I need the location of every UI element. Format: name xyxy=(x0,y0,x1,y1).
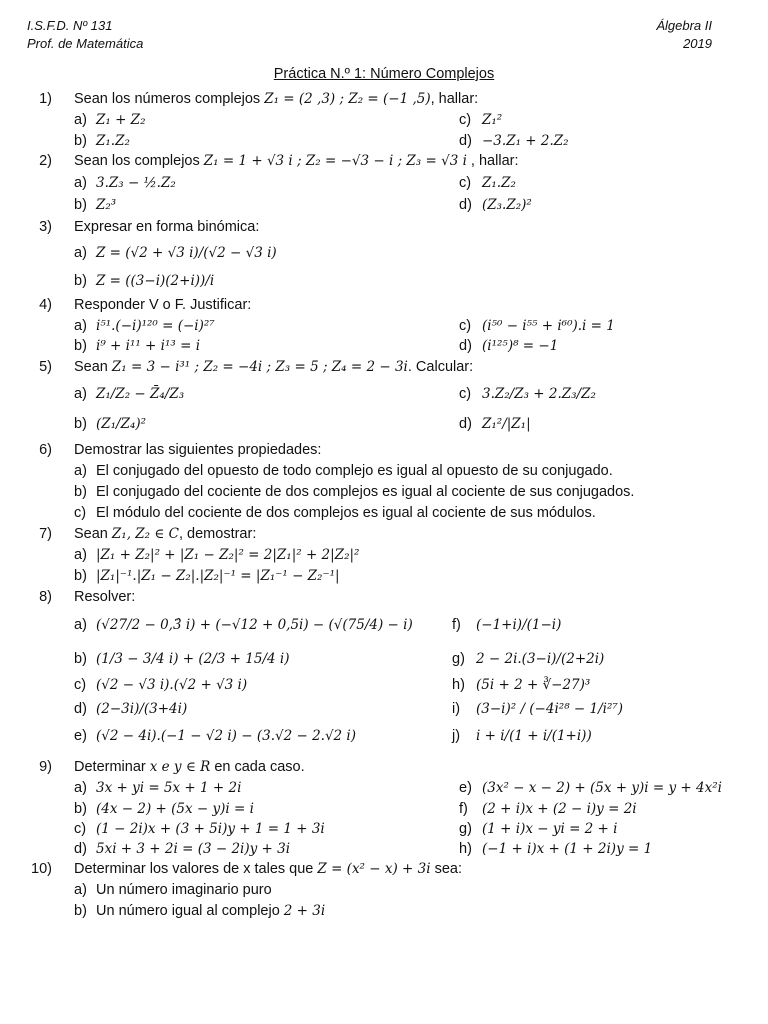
item-label-right: d) xyxy=(459,416,472,432)
item-math-right: (Z₃.Z₂)² xyxy=(482,197,532,213)
item-label-right: h) xyxy=(459,841,472,857)
item-math-right: 2 − 2i.(3−i)/(2+2i) xyxy=(476,651,605,667)
item-math: Z₁ + Z₂ xyxy=(96,112,146,128)
item-label-right: c) xyxy=(459,175,472,191)
item-content xyxy=(96,197,116,213)
statement-math: Z₁ = (2 ,3) ; Z₂ = (−1 ,5) xyxy=(264,91,431,107)
statement-math: Z₁ = 3 − i³¹ ; Z₂ = −4i ; Z₃ = 5 ; Z₄ = 2 − 3i xyxy=(111,359,408,375)
exercise-statement xyxy=(74,91,478,107)
item-math-right: (2 + i)x + (2 − i)y = 2i xyxy=(482,801,637,817)
item-content xyxy=(96,463,613,479)
item-math-right: Z₁²/|Z₁| xyxy=(482,416,531,432)
item-math-right: 3.Z₂/Z₃ + 2.Z₃/Z₂ xyxy=(482,386,596,402)
statement-text: Determinar los valores de x tales que xyxy=(74,861,314,877)
statement-tail: . Calcular: xyxy=(407,359,474,375)
statement-text: Demostrar las siguientes propiedades: xyxy=(74,442,322,458)
exercise-number: 4) xyxy=(39,297,52,313)
item-content-right xyxy=(482,318,615,334)
item-label: a) xyxy=(74,386,87,402)
item-content xyxy=(96,780,241,796)
item-label: c) xyxy=(74,821,87,837)
exercise-number: 8) xyxy=(39,589,52,605)
item-label-right: j) xyxy=(452,728,461,744)
exercise-statement xyxy=(74,359,473,375)
item-content xyxy=(96,505,596,521)
item-content-right xyxy=(476,677,590,693)
item-label: c) xyxy=(74,677,87,693)
exercise-number: 6) xyxy=(39,442,52,458)
item-content xyxy=(96,617,413,633)
exercise-statement xyxy=(74,861,462,877)
statement-math: Z₁ = 1 + √3 i ; Z₂ = −√3 − i ; Z₃ = √3 i xyxy=(203,153,467,169)
item-label: b) xyxy=(74,651,87,667)
item-label: b) xyxy=(74,133,87,149)
item-label: b) xyxy=(74,197,87,213)
exercise-number: 5) xyxy=(39,359,52,375)
item-content xyxy=(96,338,200,354)
item-label: b) xyxy=(74,484,87,500)
item-math: Z₂³ xyxy=(96,197,117,213)
item-math: 2 + 3i xyxy=(283,903,326,919)
item-math-right: i + i/(1 + i/(1+i)) xyxy=(476,728,592,744)
item-label-right: g) xyxy=(459,821,472,837)
item-label: a) xyxy=(74,780,87,796)
item-content xyxy=(96,903,325,919)
item-content xyxy=(96,651,289,667)
item-math: (√2 − 4i).(−1 − √2 i) − (3.√2 − 2.√2 i) xyxy=(96,728,357,744)
exercise-number: 7) xyxy=(39,526,52,542)
item-math: (Z₁/Z₄)² xyxy=(96,416,147,432)
item-label: d) xyxy=(74,701,87,717)
statement-text: Sean los complejos xyxy=(74,153,200,169)
item-text: El módulo del cociente de dos complejos es igual al cociente de sus módulos. xyxy=(96,505,596,521)
item-math: (√2 − √3 i).(√2 + √3 i) xyxy=(96,677,248,693)
statement-text: Expresar en forma binómica: xyxy=(74,219,260,235)
item-content-right xyxy=(482,841,652,857)
exercise-statement xyxy=(74,526,256,542)
item-content-right xyxy=(482,175,516,191)
item-math-right: (i⁵⁰ − i⁵⁵ + i⁶⁰).i = 1 xyxy=(482,318,615,334)
item-content xyxy=(96,821,325,837)
exercise-statement xyxy=(74,442,321,458)
career-label: Prof. de Matemática xyxy=(27,36,144,51)
item-content-right xyxy=(476,651,604,667)
header-left xyxy=(27,17,143,53)
item-label: a) xyxy=(74,617,87,633)
exercise-number: 1) xyxy=(39,91,52,107)
exercise-statement xyxy=(74,297,251,313)
item-label: c) xyxy=(74,505,87,521)
item-math: 5xi + 3 + 2i = (3 − 2i)y + 3i xyxy=(96,841,291,857)
item-label: b) xyxy=(74,801,87,817)
exercise-number: 2) xyxy=(39,153,52,169)
item-content-right xyxy=(476,701,623,717)
exercise-number: 3) xyxy=(39,219,52,235)
statement-text: Sean xyxy=(74,359,108,375)
item-math-right: (3x² − x − 2) + (5x + y)i = y + 4x²i xyxy=(482,780,722,796)
item-label-right: i) xyxy=(452,701,461,717)
item-content xyxy=(96,484,634,500)
item-math: (√27/2 − 0,3̂ i) + (−√12 + 0,5i) − (√(75/4) − i) xyxy=(96,617,413,633)
item-text: El conjugado del opuesto de todo complejo es igual al opuesto de su conjugado. xyxy=(96,463,613,479)
item-math: Z₁/Z₂ − Z̄₄/Z₃ xyxy=(96,386,185,402)
page-title: Práctica N.º 1: Número Complejos xyxy=(273,66,495,82)
item-label-right: d) xyxy=(459,133,472,149)
exercise-statement xyxy=(74,589,135,605)
item-text: Un número imaginario puro xyxy=(96,882,272,898)
item-label-right: c) xyxy=(459,112,472,128)
item-math-right: (3−i)² / (−4i²⁸ − 1/i²⁷) xyxy=(476,701,624,717)
statement-math: x e y ∈ R xyxy=(149,759,211,775)
item-content xyxy=(96,841,290,857)
statement-math: Z₁, Z₂ ∈ C xyxy=(111,526,179,542)
item-content xyxy=(96,416,146,432)
statement-tail: , hallar: xyxy=(466,153,519,169)
item-content xyxy=(96,273,214,289)
item-label: b) xyxy=(74,568,87,584)
exercise-statement xyxy=(74,759,305,775)
exercise-statement xyxy=(74,219,259,235)
item-content xyxy=(96,245,277,261)
item-content-right xyxy=(482,821,617,837)
item-math: |Z₁ + Z₂|² + |Z₁ − Z₂|² = 2|Z₁|² + 2|Z₂|² xyxy=(96,547,360,563)
item-math: (2−3i)/(3+4i) xyxy=(96,701,188,717)
item-math-right: (−1+i)/(1−i) xyxy=(476,617,562,633)
item-content xyxy=(96,133,130,149)
item-math: Z₁.Z₂ xyxy=(96,133,130,149)
item-label-right: e) xyxy=(459,780,472,796)
item-content-right xyxy=(482,780,722,796)
item-content xyxy=(96,728,356,744)
statement-tail: sea: xyxy=(430,861,462,877)
item-label-right: d) xyxy=(459,197,472,213)
item-content xyxy=(96,175,176,191)
item-label: b) xyxy=(74,338,87,354)
item-math: i⁵¹.(−i)¹²⁰ = (−i)²⁷ xyxy=(96,318,215,334)
statement-text: Determinar xyxy=(74,759,146,775)
item-math: (1/3 − 3/4 i) + (2/3 + 15/4 i) xyxy=(96,651,290,667)
item-math-right: (−1 + i)x + (1 + 2i)y = 1 xyxy=(482,841,653,857)
item-content xyxy=(96,112,145,128)
item-content xyxy=(96,801,254,817)
item-math-right: (i¹²⁵)⁸ = −1 xyxy=(482,338,559,354)
statement-tail: en cada caso. xyxy=(210,759,305,775)
year-label: 2019 xyxy=(683,36,712,51)
item-content xyxy=(96,701,187,717)
item-math-right: (5i + 2 + ∛−27)³ xyxy=(476,677,591,693)
item-content-right xyxy=(482,338,558,354)
item-text: Un número igual al complejo xyxy=(96,903,280,919)
item-content-right xyxy=(482,386,596,402)
item-label-right: f) xyxy=(452,617,461,633)
statement-text: Responder V o F. Justificar: xyxy=(74,297,252,313)
item-content-right xyxy=(482,197,532,213)
item-math-right: Z₁² xyxy=(482,112,503,128)
item-content-right xyxy=(482,133,569,149)
item-label-right: c) xyxy=(459,386,472,402)
exercise-number: 10) xyxy=(31,861,52,877)
item-label: e) xyxy=(74,728,87,744)
item-math: Z = (√2 + √3 i)/(√2 − √3 i) xyxy=(96,245,277,261)
item-label: b) xyxy=(74,273,87,289)
statement-text: Resolver: xyxy=(74,589,136,605)
item-math-right: (1 + i)x − yi = 2 + i xyxy=(482,821,618,837)
item-label: b) xyxy=(74,416,87,432)
exercise-number: 9) xyxy=(39,759,52,775)
item-content-right xyxy=(482,112,502,128)
item-label: a) xyxy=(74,318,87,334)
item-math-right: Z₁.Z₂ xyxy=(482,175,516,191)
item-content xyxy=(96,318,215,334)
statement-tail: , hallar: xyxy=(430,91,479,107)
item-math: |Z₁|⁻¹.|Z₁ − Z₂|.|Z₂|⁻¹ = |Z₁⁻¹ − Z₂⁻¹| xyxy=(96,568,340,584)
item-label-right: d) xyxy=(459,338,472,354)
item-label: a) xyxy=(74,882,87,898)
item-content xyxy=(96,882,272,898)
statement-math: Z = (x² − x) + 3i xyxy=(317,861,431,877)
item-label: d) xyxy=(74,841,87,857)
item-content-right xyxy=(476,728,592,744)
item-label: a) xyxy=(74,463,87,479)
item-math: (1 − 2i)x + (3 + 5i)y + 1 = 1 + 3i xyxy=(96,821,325,837)
exercise-statement xyxy=(74,153,519,169)
statement-tail: , demostrar: xyxy=(178,526,257,542)
statement-text: Sean xyxy=(74,526,108,542)
item-label-right: h) xyxy=(452,677,465,693)
item-math: Z = ((3−i)(2+i))/i xyxy=(96,273,215,289)
item-math-right: −3.Z₁ + 2.Z₂ xyxy=(482,133,569,149)
statement-text: Sean los números complejos xyxy=(74,91,261,107)
item-label: b) xyxy=(74,903,87,919)
item-label-right: c) xyxy=(459,318,472,334)
header-right xyxy=(656,17,712,53)
subject-label: Álgebra II xyxy=(656,18,712,33)
item-content-right xyxy=(482,416,531,432)
item-label-right: f) xyxy=(459,801,468,817)
item-label: a) xyxy=(74,547,87,563)
item-math: i⁹ + i¹¹ + i¹³ = i xyxy=(96,338,201,354)
item-label: a) xyxy=(74,112,87,128)
item-label-right: g) xyxy=(452,651,465,667)
item-math: (4x − 2) + (5x − y)i = i xyxy=(96,801,254,817)
item-content xyxy=(96,547,359,563)
item-math: 3x + yi = 5x + 1 + 2i xyxy=(96,780,242,796)
item-math: 3.Z₃ − ½.Z₂ xyxy=(96,175,176,191)
item-content xyxy=(96,677,247,693)
item-content-right xyxy=(476,617,561,633)
item-label: a) xyxy=(74,175,87,191)
item-text: El conjugado del cociente de dos complejos es igual al cociente de sus conjugados. xyxy=(96,484,635,500)
item-content-right xyxy=(482,801,637,817)
institution-label: I.S.F.D. Nº 131 xyxy=(27,18,113,33)
item-content xyxy=(96,386,184,402)
item-label: a) xyxy=(74,245,87,261)
item-content xyxy=(96,568,340,584)
